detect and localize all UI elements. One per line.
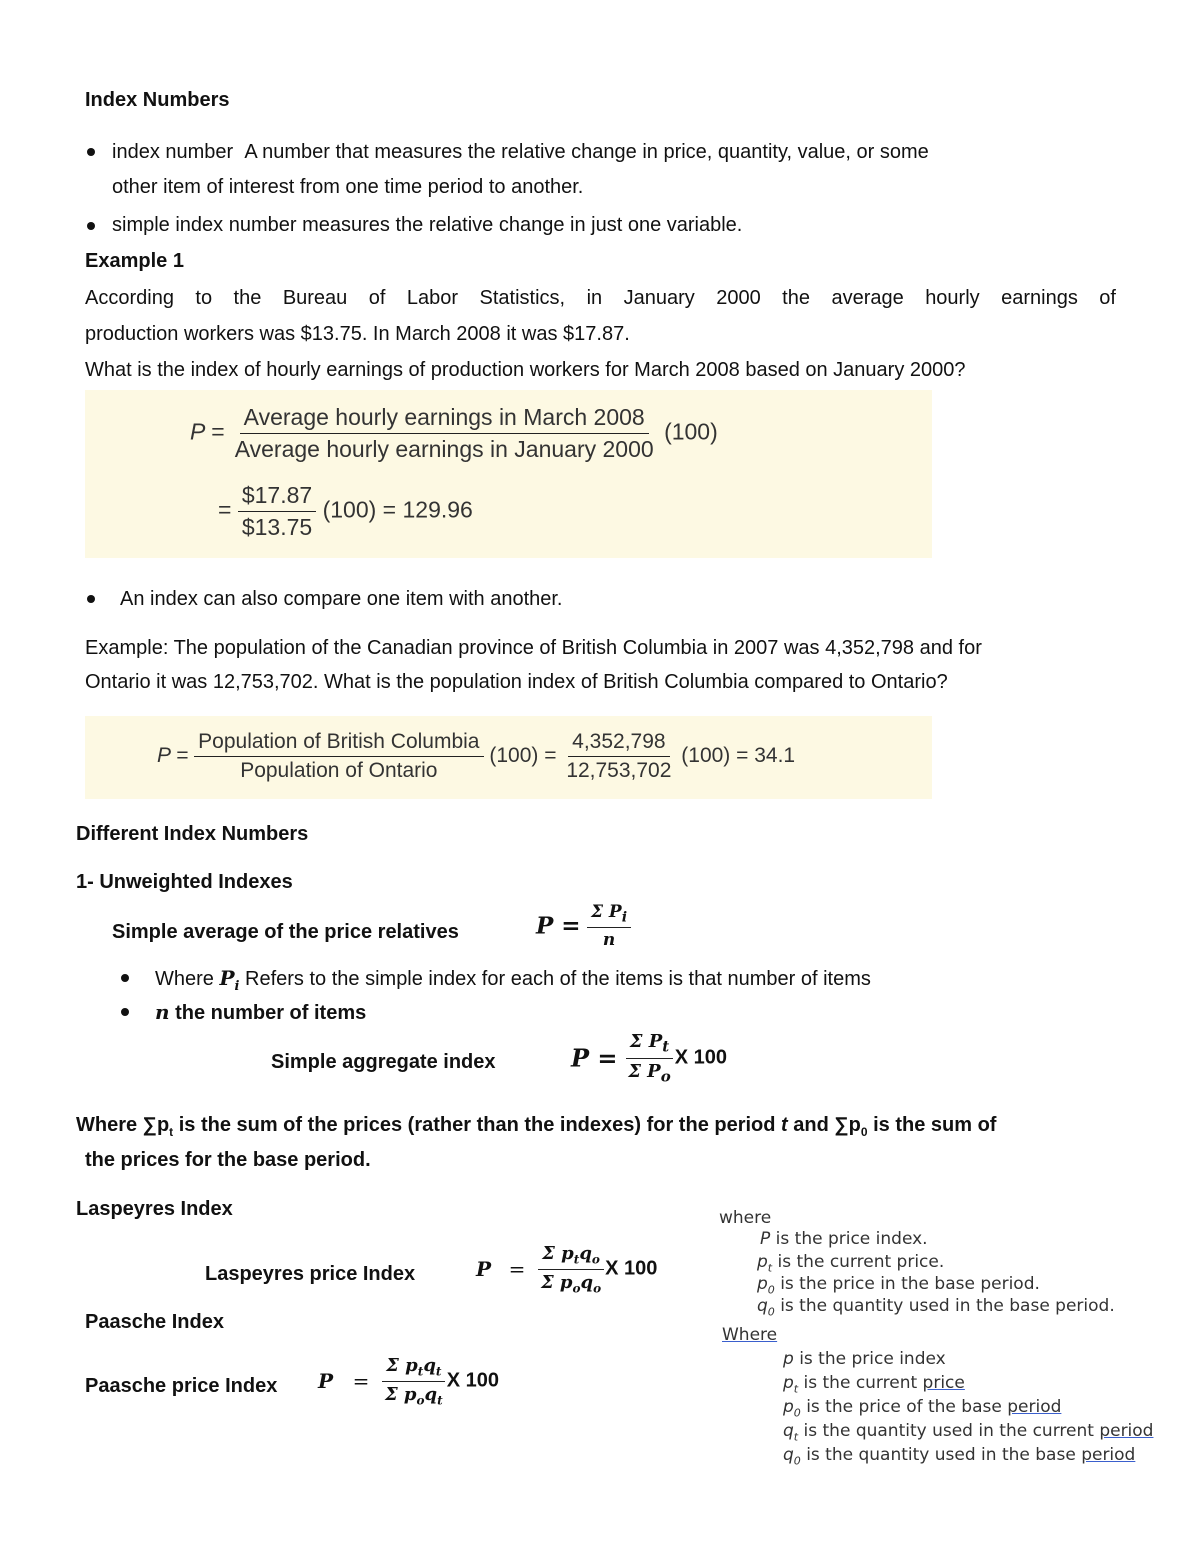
description: is the current price.	[772, 1252, 945, 1272]
description: is the price of the base	[800, 1397, 1008, 1417]
subscript: t	[169, 1125, 174, 1139]
description: is the current	[798, 1373, 923, 1393]
simple-average-label: Simple average of the price relatives	[112, 921, 459, 943]
bullet-dot	[87, 148, 95, 156]
where-explanation-cont: the prices for the base period.	[85, 1149, 371, 1171]
variable: P	[219, 966, 235, 990]
numerator: Σ P	[590, 902, 622, 922]
variable: t	[781, 1114, 788, 1136]
bullet-dot	[87, 595, 95, 603]
notes-item	[783, 1444, 1135, 1472]
laspeyres-title: Laspeyres Index	[76, 1198, 233, 1220]
formula-laspeyres	[476, 1243, 657, 1295]
multiplier: X 100	[446, 1369, 499, 1392]
symbol: q	[783, 1421, 794, 1441]
equals: =	[508, 1257, 526, 1282]
example-line: production workers was $13.75. In March 2008 it was $17.87.	[85, 323, 630, 345]
fraction	[587, 902, 631, 950]
bullet-compare: An index can also compare one item with another.	[120, 588, 563, 610]
numerator: Average hourly earnings in March 2008	[240, 404, 649, 434]
underlined-word: price	[922, 1373, 965, 1393]
fraction	[624, 1031, 675, 1085]
symbol: P	[760, 1229, 771, 1249]
formula-hourly-earnings	[190, 404, 718, 463]
symbol: q	[757, 1296, 768, 1316]
text: Where	[155, 968, 220, 990]
equals: =	[352, 1369, 370, 1394]
aggregate-label: Simple aggregate index	[271, 1051, 496, 1073]
numerator: Population of British Columbia	[194, 730, 483, 757]
subscript: 0	[860, 1125, 868, 1139]
notes-where: Where	[722, 1325, 778, 1345]
denominator: Σ p	[384, 1383, 417, 1405]
description: is the price index.	[770, 1229, 928, 1249]
sub-bullet-where-pi	[155, 966, 871, 999]
text: Refers to the simple index for each of the items is that number of items	[239, 968, 871, 990]
text: is the sum of the prices (rather than the indexes) for the period	[173, 1114, 782, 1136]
formula-hourly-result	[218, 482, 473, 541]
description: is the price in the base period.	[774, 1274, 1040, 1294]
numerator: Σ p	[386, 1355, 418, 1376]
symbol: p	[757, 1252, 768, 1272]
formula-lhs: P	[476, 1257, 492, 1282]
variable: n	[155, 1000, 170, 1024]
fraction	[562, 730, 675, 783]
notes-item	[783, 1348, 946, 1370]
denominator: $13.75	[241, 514, 313, 540]
bullet-dot	[121, 974, 129, 982]
symbol: p	[783, 1349, 794, 1369]
fraction	[194, 730, 483, 783]
bullet-simple-index: simple index number measures the relative change in just one variable.	[112, 214, 743, 236]
term: index number	[112, 141, 234, 163]
formula-lhs: P =	[536, 912, 581, 940]
result: (100) = 129.96	[322, 496, 473, 523]
numerator: Σ P	[629, 1031, 663, 1052]
subscript: 0	[793, 1454, 801, 1468]
factor: (100) =	[489, 744, 557, 768]
subscript: 0	[767, 1305, 775, 1319]
subsection-title: 1- Unweighted Indexes	[76, 871, 293, 893]
subscript: i	[234, 979, 240, 994]
factor: (100)	[664, 418, 718, 445]
fraction: $\frac{\Sigma p_tq_t}{\Sigma p_oq_t}$	[381, 1355, 447, 1407]
multiplier: X 100	[674, 1046, 727, 1069]
notes-item	[760, 1228, 928, 1250]
denominator: Population of Ontario	[240, 759, 438, 782]
subscript: o	[660, 1067, 671, 1086]
subscript: 0	[793, 1406, 801, 1420]
example-title: Example 1	[85, 250, 184, 272]
bullet-continuation: other item of interest from one time period to another.	[112, 176, 584, 198]
underlined-word: period	[1081, 1445, 1136, 1465]
numerator: 4,352,798	[568, 730, 669, 757]
formula-lhs: P =	[571, 1043, 618, 1073]
text: the number of items	[169, 1002, 367, 1024]
where-explanation	[76, 1113, 996, 1144]
paasche-title: Paasche Index	[85, 1311, 224, 1333]
symbol: p	[783, 1397, 794, 1417]
page-title: Index Numbers	[85, 89, 230, 111]
description: is the price index	[793, 1349, 946, 1369]
subscript: 0	[767, 1283, 775, 1297]
formula-lhs: P	[318, 1369, 334, 1394]
text: Where ∑p	[76, 1114, 170, 1136]
formula-lhs: P =	[190, 418, 225, 445]
example-line: Ontario it was 12,753,702. What is the population index of British Columbia compared to Ontario?	[85, 671, 948, 693]
definition: A number that measures the relative change in price, quantity, value, or some	[244, 141, 929, 163]
symbol: q	[783, 1445, 794, 1465]
underlined-word: period	[1007, 1397, 1062, 1417]
text: is the sum of	[867, 1114, 997, 1136]
formula-simple-aggregate	[571, 1031, 727, 1085]
result: (100) = 34.1	[681, 744, 796, 768]
bullet-index-number	[112, 140, 929, 164]
formula-paasche	[318, 1355, 499, 1407]
fraction: $\frac{\Sigma p_tq_o}{\Sigma p_oq_o}$	[537, 1243, 605, 1295]
subscript: t	[793, 1430, 799, 1444]
subscript: t	[767, 1261, 773, 1275]
underlined-word: period	[1099, 1421, 1154, 1441]
fraction	[231, 404, 658, 463]
example-line: According to the Bureau of Labor Statistics, in January 2000 the average hourly earnings of	[85, 287, 1116, 309]
example-question: What is the index of hourly earnings of production workers for March 2008 based on January 2000?	[85, 359, 966, 381]
description: is the quantity used in the current	[798, 1421, 1100, 1441]
text: and ∑p	[787, 1114, 861, 1136]
laspeyres-label: Laspeyres price Index	[205, 1263, 416, 1285]
paasche-label: Paasche price Index	[85, 1375, 278, 1397]
symbol: p	[783, 1373, 794, 1393]
fraction	[238, 482, 316, 541]
description: is the quantity used in the base	[800, 1445, 1082, 1465]
denominator: 12,753,702	[566, 759, 672, 782]
denominator: Average hourly earnings in January 2000	[234, 436, 654, 462]
formula-lhs: P =	[157, 744, 189, 768]
example-line: Example: The population of the Canadian province of British Columbia in 2007 was 4,352,798 and for	[85, 637, 982, 659]
description: is the quantity used in the base period.	[774, 1296, 1115, 1316]
denominator: n	[602, 930, 616, 951]
subscript: t	[793, 1382, 799, 1396]
formula-simple-average	[536, 902, 631, 950]
sub-bullet-n	[155, 1000, 366, 1025]
numerator: $17.87	[238, 482, 316, 512]
subscript: t	[662, 1037, 670, 1056]
symbol: p	[757, 1274, 768, 1294]
equals: =	[218, 496, 232, 523]
bullet-dot	[87, 222, 95, 230]
numerator: Σ p	[542, 1243, 574, 1264]
denominator: Σ P	[628, 1060, 661, 1082]
subscript: i	[621, 909, 628, 926]
multiplier: X 100	[605, 1257, 658, 1280]
section-title: Different Index Numbers	[76, 823, 309, 845]
formula-population	[157, 730, 795, 783]
bullet-dot	[121, 1008, 129, 1016]
notes-item	[757, 1295, 1115, 1323]
notes-where: where	[719, 1208, 772, 1228]
denominator: Σ p	[540, 1271, 573, 1293]
